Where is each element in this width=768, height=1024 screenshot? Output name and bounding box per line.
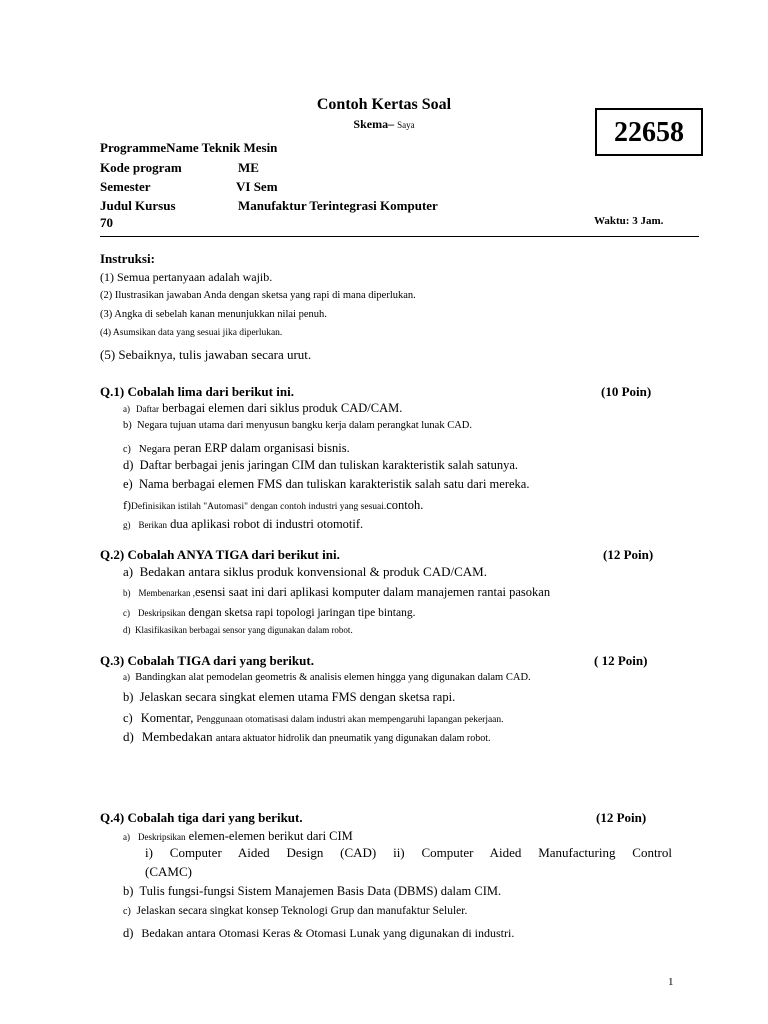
time-allowed: Waktu: 3 Jam. — [594, 215, 664, 227]
instruction-item: (5) Sebaiknya, tulis jawaban secara urut. — [100, 347, 312, 362]
header-divider — [100, 236, 699, 237]
q3-heading: Q.3) Cobalah TIGA dari yang berikut. — [100, 653, 314, 668]
q3-item-b: b) Jelaskan secara singkat elemen utama FMS dengan sketsa rapi. — [123, 690, 456, 704]
page-number: 1 — [668, 976, 674, 988]
judul-value: Manufaktur Terintegrasi Komputer — [238, 198, 438, 213]
scheme-main: Skema– — [353, 117, 395, 131]
kode-value: ME — [238, 160, 259, 175]
q2-item-b: b) Membenarkan ,esensi saat ini dari aplikasi komputer dalam manajemen rantai pasokan — [123, 585, 551, 599]
q4-item-c: c) Jelaskan secara singkat konsep Teknologi Grup dan manufaktur Seluler. — [123, 905, 468, 917]
semester-value: VI Sem — [236, 179, 278, 194]
q1-item-c: c) Negara peran ERP dalam organisasi bisnis. — [123, 441, 350, 455]
q2-item-c: c) Deskripsikan dengan sketsa rapi topologi jaringan tipe bintang. — [123, 607, 416, 619]
programme-name: ProgrammeName Teknik Mesin — [100, 140, 278, 155]
q4-item-d: d) Bedakan antara Otomasi Keras & Otomasi Lunak yang digunakan di industri. — [123, 926, 515, 940]
q1-item-f: f)Definisikan istilah "Automasi" dengan contoh industri yang sesuai.contoh. — [123, 498, 424, 512]
q2-heading: Q.2) Cobalah ANYA TIGA dari berikut ini. — [100, 547, 340, 562]
q1-marks: (10 Poin) — [601, 384, 652, 399]
q1-heading: Q.1) Cobalah lima dari berikut ini. — [100, 384, 294, 399]
q1-item-b: b) Negara tujuan utama dari menyusun bangku kerja dalam perangkat lunak CAD. — [123, 420, 473, 431]
q3-item-c: c) Komentar, Penggunaan otomatisasi dalam industri akan mempengaruhi lapangan pekerjaan. — [123, 711, 504, 725]
scheme-sub: Saya — [397, 120, 415, 130]
q4-item-a-line2: (CAMC) — [145, 864, 192, 879]
q2-marks: (12 Poin) — [603, 547, 654, 562]
page-title: Contoh Kertas Soal — [316, 96, 452, 113]
judul-label: Judul Kursus — [100, 198, 176, 213]
instruction-item: (3) Angka di sebelah kanan menunjukkan nilai penuh. — [100, 309, 327, 320]
instructions-heading: Instruksi: — [100, 251, 155, 266]
q4-marks: (12 Poin) — [596, 810, 647, 825]
q3-item-d: d) Membedakan antara aktuator hidrolik dan pneumatik yang digunakan dalam robot. — [123, 729, 491, 744]
instruction-item: (1) Semua pertanyaan adalah wajib. — [100, 270, 273, 284]
q3-marks: ( 12 Poin) — [594, 653, 648, 668]
q1-item-g: g) Berikan dua aplikasi robot di industri otomotif. — [123, 517, 364, 531]
q2-item-d: d) Klasifikasikan berbagai sensor yang digunakan dalam robot. — [123, 625, 353, 635]
q2-item-a: a) Bedakan antara siklus produk konvensional & produk CAD/CAM. — [123, 564, 487, 579]
q4-item-b: b) Tulis fungsi-fungsi Sistem Manajemen Basis Data (DBMS) dalam CIM. — [123, 884, 502, 898]
instruction-item: (2) Ilustrasikan jawaban Anda dengan sketsa yang rapi di mana diperlukan. — [100, 290, 416, 301]
q1-item-a: a) Daftar berbagai elemen dari siklus produk CAD/CAM. — [123, 401, 403, 415]
instruction-item: (4) Asumsikan data yang sesuai jika diperlukan. — [100, 328, 283, 338]
semester-label: Semester — [100, 179, 151, 194]
q4-item-a-line1: i) Computer Aided Design (CAD) ii) Computer Aided Manufacturing Control — [145, 845, 672, 860]
q4-item-a: a) Deskripsikan elemen-elemen berikut dari CIM — [123, 829, 353, 843]
paper-code-box: 22658 — [595, 108, 703, 156]
marks-total: 70 — [100, 215, 113, 230]
q1-item-d: d) Daftar berbagai jenis jaringan CIM dan tuliskan karakteristik salah satunya. — [123, 458, 519, 472]
kode-label: Kode program — [100, 160, 182, 175]
q4-heading: Q.4) Cobalah tiga dari yang berikut. — [100, 810, 303, 825]
q3-item-a: a) Bandingkan alat pemodelan geometris & analisis elemen hingga yang digunakan dalam CAD. — [123, 672, 531, 683]
q1-item-e: e) Nama berbagai elemen FMS dan tuliskan karakteristik salah satu dari mereka. — [123, 477, 530, 491]
